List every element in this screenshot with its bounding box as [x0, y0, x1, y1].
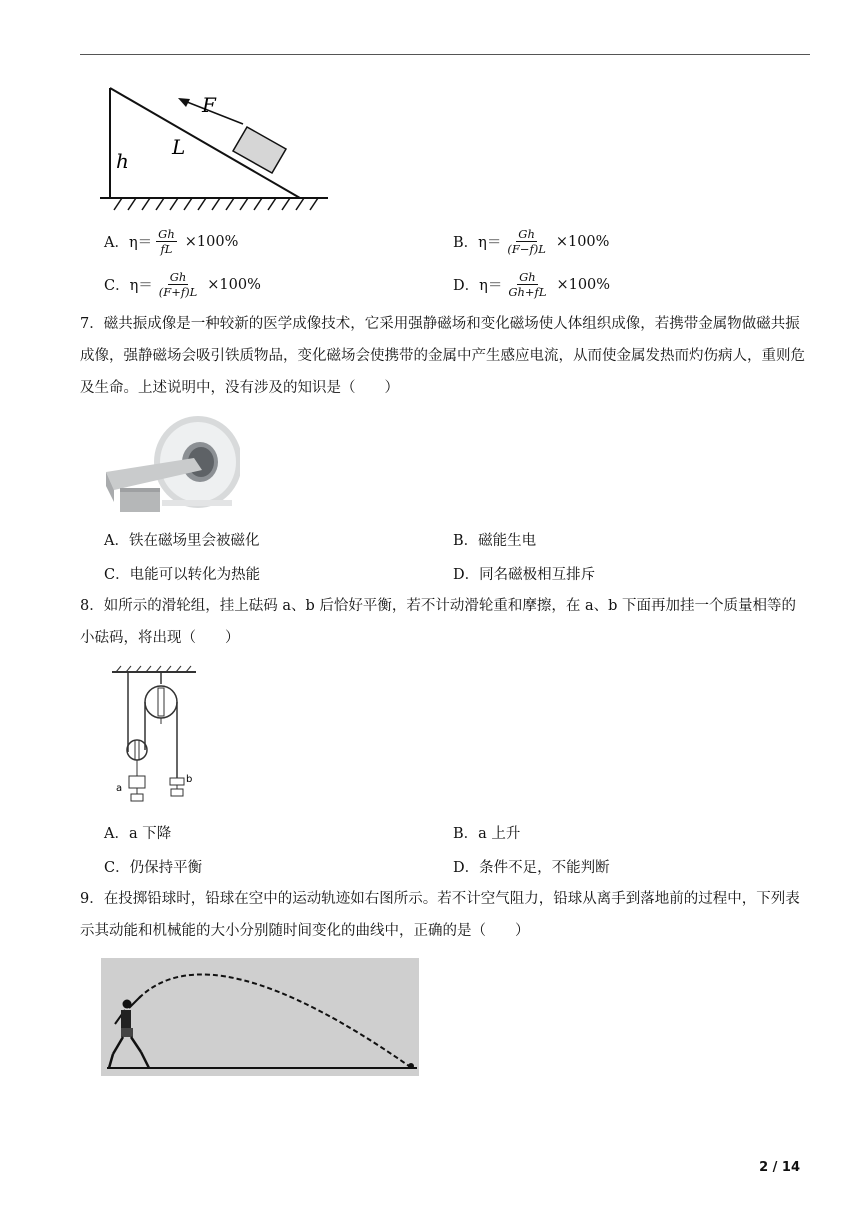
- force-label: F: [202, 93, 216, 117]
- formula-fraction: $\frac{Gh}{(F-f)L}$: [507, 227, 546, 256]
- q7-option-d[interactable]: D．同名磁极相互排斥: [453, 567, 596, 583]
- q8-option-b[interactable]: B．a 上升: [453, 826, 521, 842]
- q7-stem: 7．磁共振成像是一种较新的医学成像技术，它采用强静磁场和变化磁场使人体组织成像，若携带金属物做磁共振成像，强静磁场会吸引铁质物品，变化磁场会使携带的金属中产生感应电流，从而使金属发热而灼伤病人，重则危及生命。上述说明中，没有涉及的知识是（ ）: [80, 316, 805, 396]
- q7-option-c[interactable]: C．电能可以转化为热能: [104, 567, 261, 583]
- weight-a-label: a: [116, 783, 123, 794]
- page-number: 2 / 14: [759, 1160, 800, 1175]
- weight-b-label: b: [186, 774, 193, 785]
- height-label: h: [116, 149, 129, 173]
- q6-option-a[interactable]: A．η＝ $\frac{Gh}{fL}$ ×100%: [104, 227, 239, 256]
- incline-diagram: [100, 82, 332, 214]
- mri-machine-image: [102, 410, 240, 518]
- q8-stem: 8．如所示的滑轮组，挂上砝码 a、b 后恰好平衡，若不计动滑轮重和摩擦，在 a、b 下面再加挂一个质量相等的小砝码，将出现（ ）: [80, 598, 797, 646]
- shot-put-trajectory-image: [101, 958, 419, 1076]
- q8-option-c[interactable]: C．仍保持平衡: [104, 860, 203, 876]
- formula-fraction: $\frac{Gh}{(F+f)L}$: [158, 270, 198, 299]
- pulley-system-diagram: [108, 664, 200, 806]
- q8-option-a[interactable]: A．a 下降: [104, 826, 172, 842]
- header-rule: [80, 54, 810, 55]
- q7-option-a[interactable]: A．铁在磁场里会被磁化: [104, 533, 260, 549]
- q6-option-c[interactable]: C．η＝ $\frac{Gh}{(F+f)L}$ ×100%: [104, 270, 261, 299]
- q6-option-d[interactable]: D．η＝ $\frac{Gh}{Gh+fL}$ ×100%: [453, 270, 611, 299]
- q7-option-b[interactable]: B．磁能生电: [453, 533, 537, 549]
- formula-fraction: $\frac{Gh}{Gh+fL}$: [508, 270, 547, 299]
- q8-option-d[interactable]: D．条件不足，不能判断: [453, 860, 610, 876]
- q6-option-b[interactable]: B．η＝ $\frac{Gh}{(F-f)L}$ ×100%: [453, 227, 610, 256]
- length-label: L: [172, 135, 186, 159]
- formula-fraction: $\frac{Gh}{fL}$: [158, 227, 175, 256]
- q9-stem: 9．在投掷铅球时，铅球在空中的运动轨迹如右图所示。若不计空气阻力，铅球从离手到落地前的过程中，下列表示其动能和机械能的大小分别随时间变化的曲线中，正确的是（ ）: [80, 891, 800, 939]
